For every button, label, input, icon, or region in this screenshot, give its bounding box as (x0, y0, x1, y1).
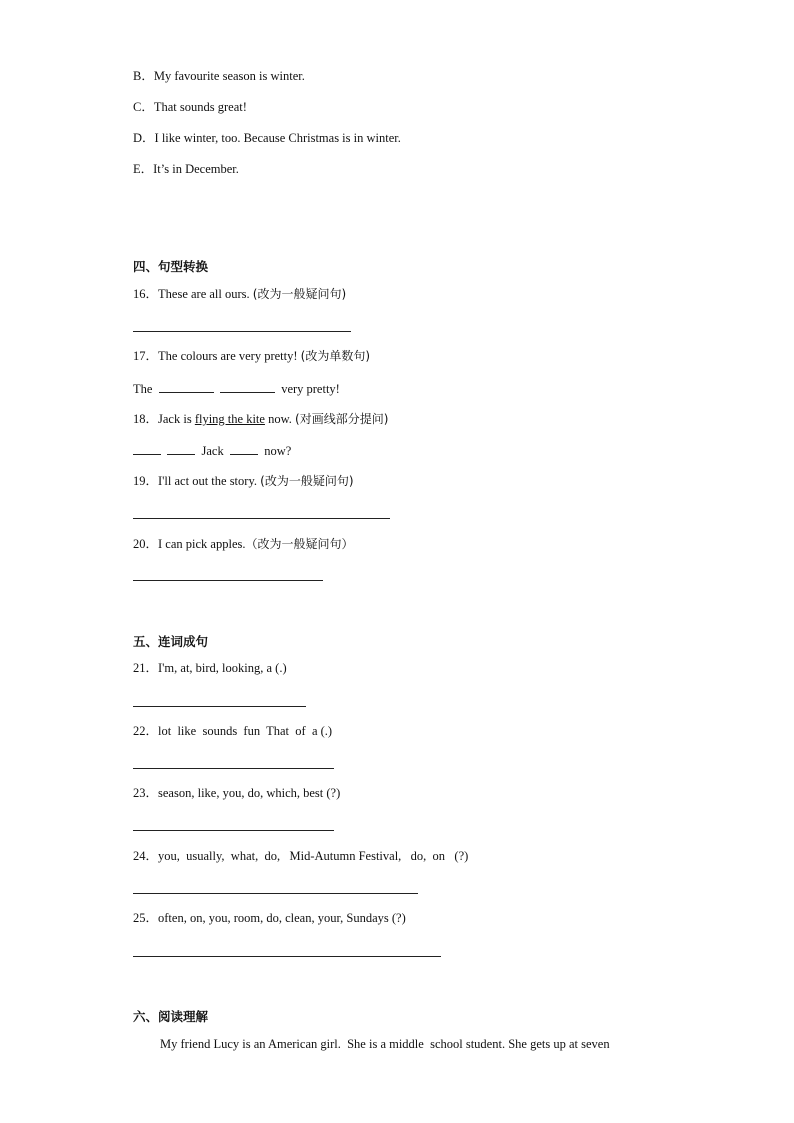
question-17: 17．The colours are very pretty! (改为单数句) (133, 349, 371, 363)
answer-line-25[interactable] (133, 956, 441, 957)
answer-line-19[interactable] (133, 518, 390, 519)
section-6-title: 六、阅读理解 (133, 1009, 209, 1024)
blank-17-1[interactable] (159, 380, 214, 393)
answer-line-22[interactable] (133, 768, 334, 769)
answer-line-20[interactable] (133, 580, 323, 581)
answer-line-23[interactable] (133, 830, 334, 831)
question-18: 18．Jack is flying the kite now. (对画线部分提问) (133, 412, 389, 426)
section-5-title: 五、连词成句 (133, 634, 209, 649)
option-d: D．I like winter, too. Because Christmas is in winter. (133, 131, 401, 145)
reading-paragraph: My friend Lucy is an American girl. She is a middle school student. She gets up at seven (160, 1037, 610, 1051)
blank-17-2[interactable] (220, 380, 275, 393)
question-22: 22．lot like sounds fun That of a (.) (133, 724, 333, 738)
question-24: 24．you, usually, what, do, Mid-Autumn Festival, do, on (?) (133, 849, 469, 863)
question-19: 19．I'll act out the story. (改为一般疑问句) (133, 474, 354, 488)
question-16: 16．These are all ours. (改为一般疑问句) (133, 287, 347, 301)
section-4-title: 四、句型转换 (133, 259, 209, 274)
option-e: E．It’s in December. (133, 162, 239, 176)
blank-18-1[interactable] (133, 442, 161, 455)
answer-17: The very pretty! (133, 382, 340, 396)
question-21: 21．I'm, at, bird, looking, a (.) (133, 661, 287, 675)
question-20: 20．I can pick apples.（改为一般疑问句） (133, 537, 354, 551)
blank-18-2[interactable] (167, 442, 195, 455)
option-c: C．That sounds great! (133, 100, 247, 114)
underlined-phrase: flying the kite (194, 412, 265, 426)
answer-18: Jack now? (133, 442, 291, 459)
answer-line-21[interactable] (133, 706, 306, 707)
option-b: B．My favourite season is winter. (133, 69, 305, 83)
answer-line-16[interactable] (133, 331, 351, 332)
question-25: 25．often, on, you, room, do, clean, your, Sundays (?) (133, 911, 406, 925)
answer-line-24[interactable] (133, 893, 418, 894)
blank-18-3[interactable] (230, 442, 258, 455)
question-23: 23．season, like, you, do, which, best (?) (133, 786, 341, 800)
